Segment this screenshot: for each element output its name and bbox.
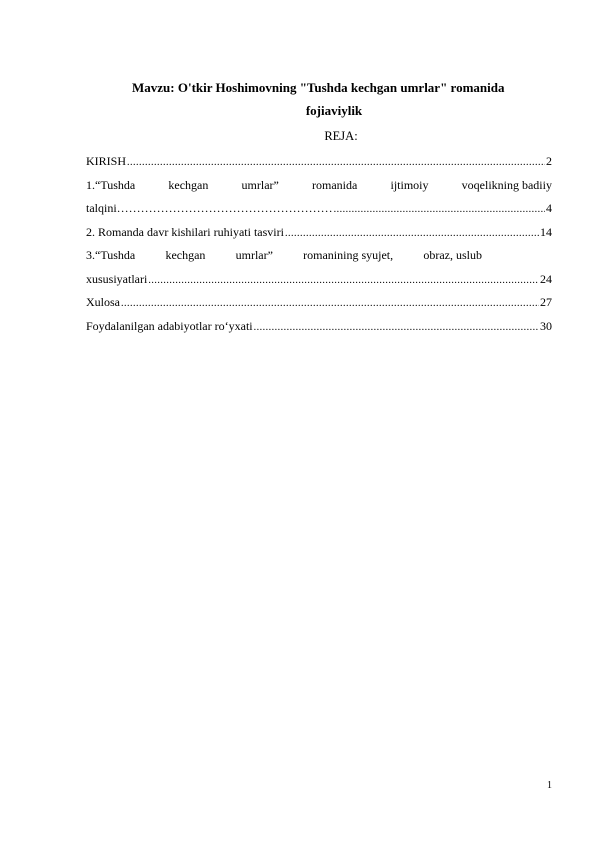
toc-word: umrlar”: [235, 248, 273, 262]
toc-leader-dots: [127, 151, 545, 175]
toc-word: kechgan: [165, 248, 206, 262]
toc-word: voqelikning badiiy: [461, 177, 552, 192]
toc-leader-dots: [148, 269, 539, 293]
toc-entry-page: 30: [540, 318, 552, 333]
toc-entry-text: KIRISH: [86, 154, 127, 168]
title-line-2: fojiaviylik: [305, 103, 363, 118]
toc-entry-text: xususiyatlari: [86, 271, 148, 286]
plan-heading: REJA:: [324, 129, 358, 143]
toc-leader-dots: [254, 316, 539, 340]
page-number: 1: [547, 780, 552, 791]
toc-word: umrlar”: [241, 177, 279, 192]
toc-leader-dots: [285, 222, 539, 246]
toc-entry-3-line-1[interactable]: [86, 244, 552, 268]
table-of-contents: [86, 150, 552, 338]
toc-entry-text: talqini………………………………………………: [86, 201, 333, 215]
toc-entry-1-line-1[interactable]: [86, 174, 552, 198]
toc-word: 3.“Tushda: [86, 248, 136, 262]
toc-entry-kirish[interactable]: [86, 150, 552, 174]
toc-word: 1.“Tushda: [86, 177, 136, 192]
toc-entry-page: 24: [540, 271, 552, 286]
toc-entry-text: [86, 244, 552, 268]
toc-leader-dots: [121, 292, 539, 316]
toc-entry-text: 2. Romanda davr kishilari ruhiyati tasviri: [86, 224, 284, 239]
toc-word: ijtimoiy: [390, 177, 429, 192]
toc-entry-xulosa[interactable]: [86, 291, 552, 315]
toc-entry-adabiyotlar[interactable]: [86, 315, 552, 339]
toc-entry-text: [86, 174, 552, 198]
toc-entry-page: 14: [540, 224, 552, 239]
toc-word: kechgan: [168, 177, 209, 192]
toc-word: obraz, uslub: [423, 248, 482, 262]
toc-entry-text: Foydalanilgan adabiyotlar ro‘yxati: [86, 318, 253, 333]
toc-entry-2[interactable]: [86, 221, 552, 245]
document-title: [86, 76, 552, 122]
toc-word: romanining syujet,: [303, 248, 394, 262]
toc-word: romanida: [312, 177, 358, 192]
toc-entry-page: 4: [546, 201, 552, 215]
toc-entry-text: Xulosa: [86, 295, 120, 309]
title-line-1: Mavzu: O'tkir Hoshimovning "Tushda kechgan umrlar" romanida: [132, 80, 505, 95]
toc-entry-page: 27: [540, 295, 552, 309]
toc-entry-page: 2: [546, 154, 552, 168]
toc-entry-1-line-2[interactable]: [86, 197, 552, 221]
toc-leader-dots: [334, 198, 545, 222]
toc-entry-3-line-2[interactable]: [86, 268, 552, 292]
